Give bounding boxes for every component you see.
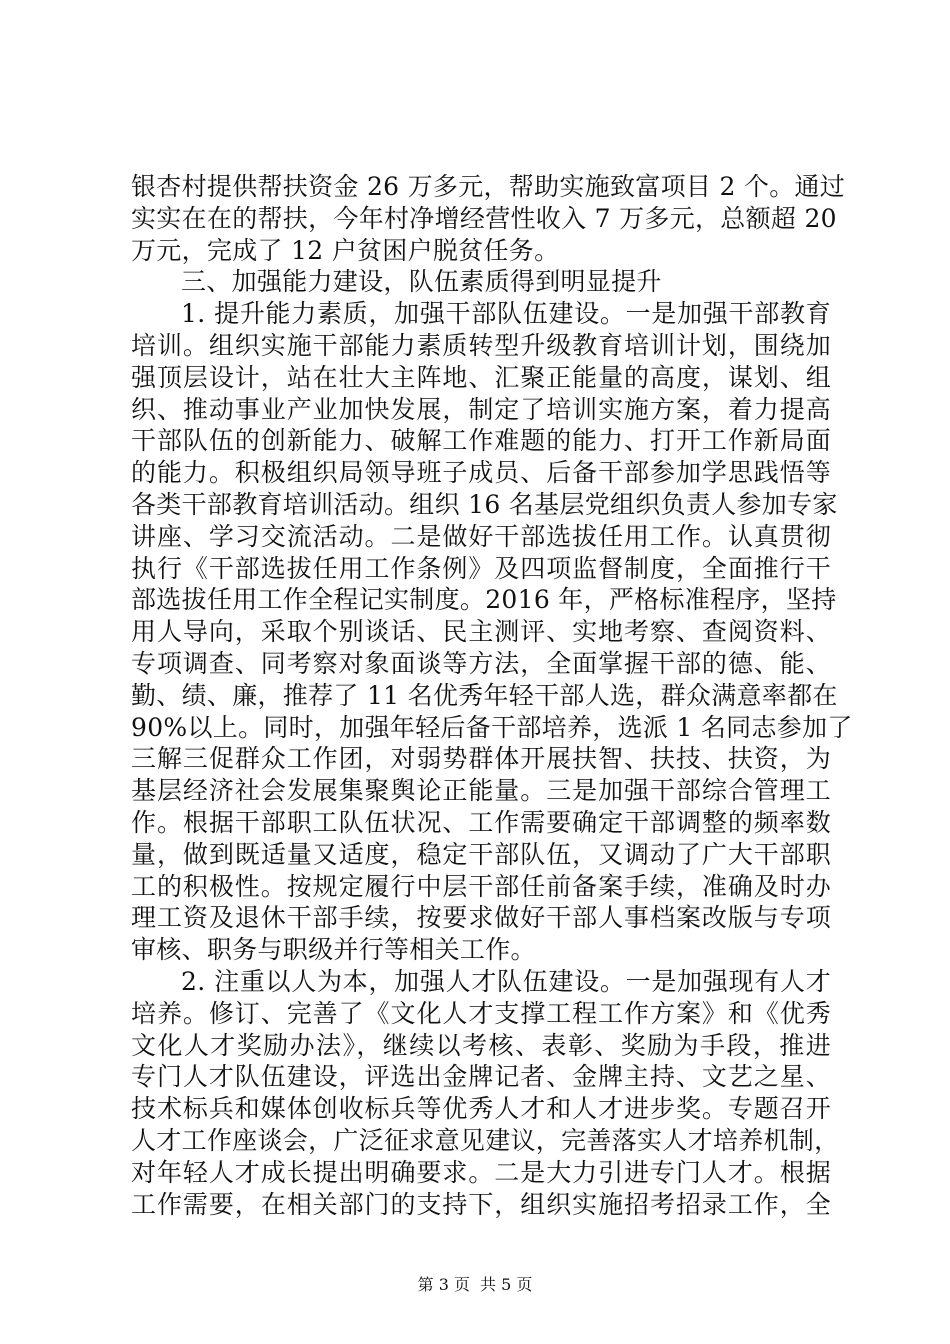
text-line: 部选拔任用工作全程记实制度。2016 年，严格标准程序，坚持 [131,585,837,615]
page-number: 第 3 页 [417,1275,470,1294]
text-line: 基层经济社会发展集聚舆论正能量。三是加强干部综合管理工 [131,776,831,806]
text-line: 勤、绩、廉，推荐了 11 名优秀年轻干部人选，群众满意率都在 [131,680,838,710]
text-line: 万元，完成了 12 户贫困户脱贫任务。 [131,235,560,265]
text-line: 1. 提升能力素质，加强干部队伍建设。一是加强干部教育 [181,299,831,329]
body-text [131,171,853,1220]
page-footer [0,1275,950,1295]
text-line: 培养。修订、完善了《文化人才支撑工程工作方案》和《优秀 [131,998,831,1028]
text-line: 理工资及退休干部手续，按要求做好干部人事档案改版与专项 [131,903,831,933]
text-line: 织、推动事业产业加快发展，制定了培训实施方案，着力提高 [131,394,831,424]
text-line: 各类干部教育培训活动。组织 16 名基层党组织负责人参加专家 [131,489,838,519]
text-line: 的能力。积极组织局领导班子成员、后备干部参加学思践悟等 [131,458,831,488]
text-line: 工的积极性。按规定履行中层干部任前备案手续，准确及时办 [131,871,831,901]
text-line: 培训。组织实施干部能力素质转型升级教育培训计划，围绕加 [131,330,831,360]
text-line: 工作需要，在相关部门的支持下，组织实施招考招录工作，全 [131,1189,831,1219]
page-total: 共 5 页 [480,1275,533,1294]
text-line: 量，做到既适量又适度，稳定干部队伍，又调动了广大干部职 [131,839,831,869]
text-line: 讲座、学习交流活动。二是做好干部选拔任用工作。认真贯彻 [131,521,831,551]
text-line: 专项调查、同考察对象面谈等方法，全面掌握干部的德、能、 [131,648,831,678]
text-line: 文化人才奖励办法》，继续以考核、表彰、奖励为手段，推进 [131,1030,831,1060]
text-line: 干部队伍的创新能力、破解工作难题的能力、打开工作新局面 [131,426,831,456]
text-line: 技术标兵和媒体创收标兵等优秀人才和人才进步奖。专题召开 [131,1094,831,1124]
text-line: 实实在在的帮扶，今年村净增经营性收入 7 万多元，总额超 20 [131,203,837,233]
text-line: 审核、职务与职级并行等相关工作。 [131,935,536,965]
text-line: 2. 注重以人为本，加强人才队伍建设。一是加强现有人才 [181,966,831,996]
text-line: 用人导向，采取个别谈话、民主测评、实地考察、查阅资料、 [131,617,831,647]
text-line: 90%以上。同时，加强年轻后备干部培养，选派 1 名同志参加了 [131,712,853,742]
text-line: 对年轻人才成长提出明确要求。二是大力引进专门人才。根据 [131,1157,831,1187]
section-heading: 三、加强能力建设，队伍素质得到明显提升 [181,267,662,297]
text-line: 执行《干部选拔任用工作条例》及四项监督制度，全面推行干 [131,553,831,583]
text-line: 专门人才队伍建设，评选出金牌记者、金牌主持、文艺之星、 [131,1062,831,1092]
text-line: 强顶层设计，站在壮大主阵地、汇聚正能量的高度，谋划、组 [131,362,831,392]
text-line: 作。根据干部职工队伍状况、工作需要确定干部调整的频率数 [131,807,831,837]
text-line: 三解三促群众工作团，对弱势群体开展扶智、扶技、扶资，为 [131,744,831,774]
text-line: 银杏村提供帮扶资金 26 万多元，帮助实施致富项目 2 个。通过 [131,172,846,201]
text-line: 人才工作座谈会，广泛征求意见建议，完善落实人才培养机制， [131,1125,840,1155]
